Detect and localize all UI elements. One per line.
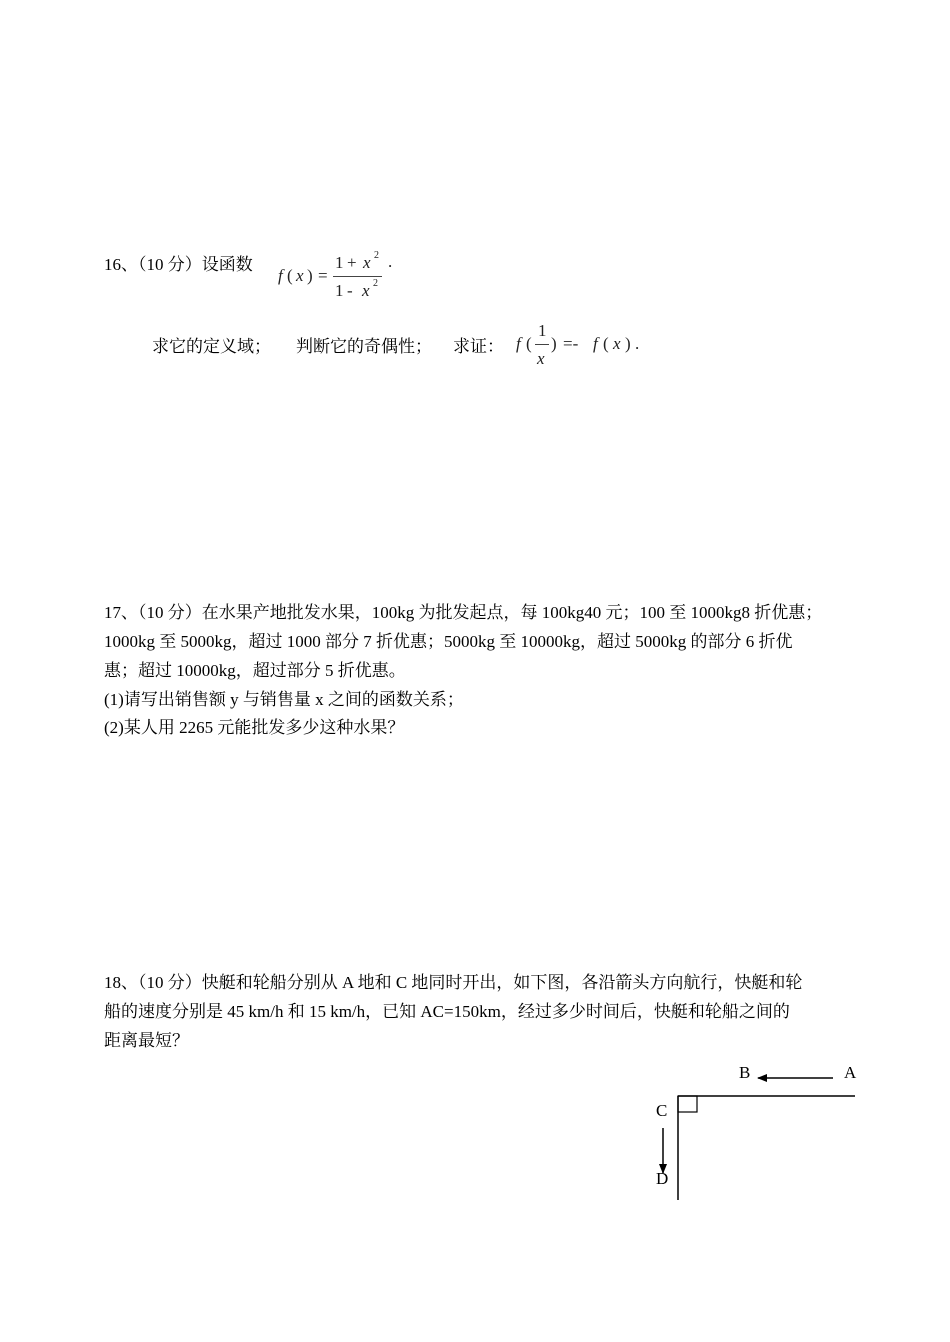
proof-open-paren-2: (	[603, 334, 609, 353]
q17-line-3: 惠；超过 10000kg，超过部分 5 折优惠。	[104, 661, 406, 680]
proof-x: x	[613, 334, 621, 353]
label-b: B	[739, 1063, 751, 1082]
q18-line-2: 船的速度分别是 45 km/h 和 15 km/h，已知 AC=150km，经过多少时间后，快艇和轮船之间的	[104, 1002, 790, 1021]
label-d: D	[656, 1169, 669, 1188]
formula-x: x	[296, 266, 304, 285]
proof-numerator: 1	[538, 321, 547, 340]
q16-part-parity: 判断它的奇偶性；	[296, 337, 432, 356]
denominator-one: 1	[335, 281, 344, 300]
formula-equals: =	[318, 266, 328, 285]
q17-line-2: 1000kg 至 5000kg，超过 1000 部分 7 折优惠；5000kg 至 10000kg，超过 5000kg 的部分 6 折优	[104, 632, 793, 651]
label-a: A	[844, 1063, 857, 1082]
numerator-plus: +	[347, 253, 357, 272]
proof-open-paren: (	[526, 334, 532, 353]
denominator-x: x	[362, 281, 370, 300]
q18-line-3: 距离最短？	[104, 1031, 189, 1050]
denominator-minus: -	[347, 281, 353, 300]
proof-equals-minus: =-	[563, 334, 579, 353]
q17-sub-question-1: (1)请写出销售额 y 与销售量 x 之间的函数关系；	[104, 690, 464, 709]
denominator-exponent: 2	[373, 278, 378, 289]
proof-period: .	[635, 334, 640, 353]
q16-part-prove: 求证：	[453, 337, 504, 356]
formula-open-paren: (	[287, 266, 293, 285]
numerator-one: 1	[335, 253, 344, 272]
formula-period: .	[388, 252, 393, 271]
proof-f2: f	[593, 334, 598, 353]
q17-line-1: 17、（10 分）在水果产地批发水果，100kg 为批发起点，每 100kg40 元；100 至 1000kg8 折优惠；	[104, 603, 823, 622]
q16-heading: 16、（10 分）设函数	[104, 255, 253, 274]
proof-close-paren: )	[551, 334, 557, 353]
label-c: C	[656, 1101, 668, 1120]
proof-denominator: x	[537, 349, 545, 368]
right-angle-mark	[678, 1096, 697, 1112]
numerator-x: x	[363, 253, 371, 272]
formula-close-paren: )	[307, 266, 313, 285]
proof-close-paren-2: )	[625, 334, 631, 353]
formula-f: f	[278, 266, 283, 285]
q17-sub-question-2: (2)某人用 2265 元能批发多少这种水果？	[104, 718, 405, 737]
proof-f: f	[516, 334, 521, 353]
numerator-exponent: 2	[374, 250, 379, 261]
q16-part-domain: 求它的定义域；	[152, 337, 271, 356]
q18-line-1: 18、（10 分）快艇和轮船分别从 A 地和 C 地同时开出，如下图，各沿箭头方向航行，快艇和轮	[104, 973, 803, 992]
